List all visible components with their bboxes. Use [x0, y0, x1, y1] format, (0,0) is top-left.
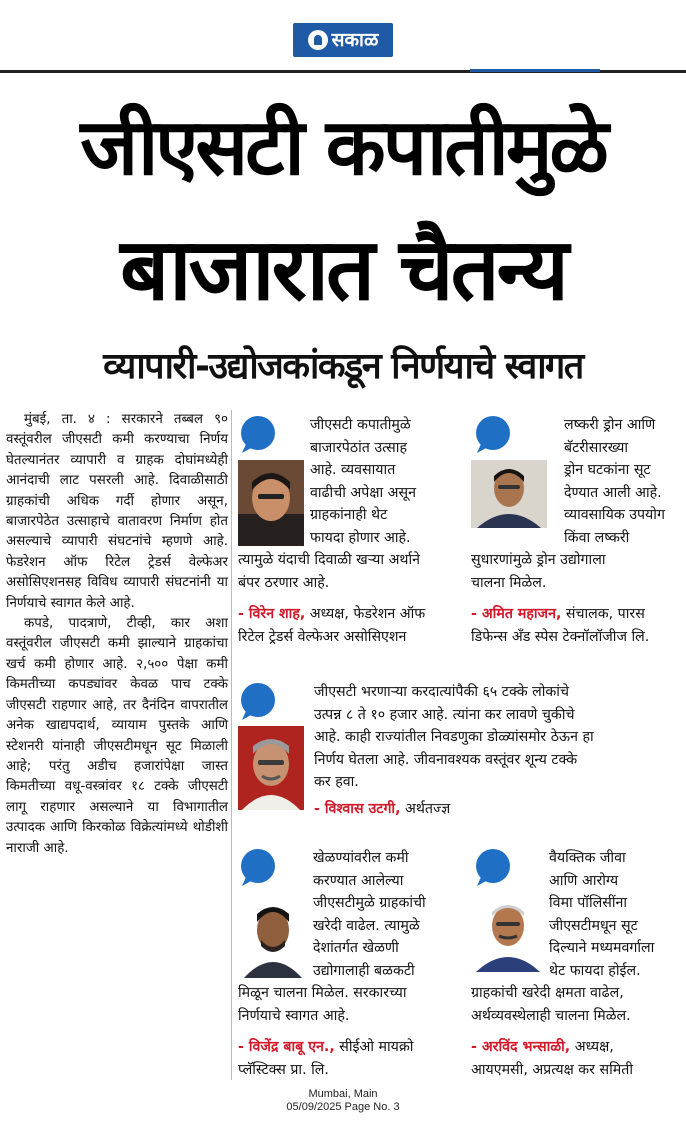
quote-attribution: - विजेंद्र बाबू एन., सीईओ मायक्रो प्लॅस्टिक्स प्रा. लि. [238, 1039, 414, 1078]
edition-name: Mumbai, Main [308, 1088, 378, 1100]
article-body [6, 410, 228, 859]
quote-attribution: - अरविंद भन्साळी, अध्यक्ष, आयएमसी, अप्रत्यक्ष कर समिती [471, 1039, 633, 1078]
speech-bubble-icon [472, 847, 512, 887]
quote-attribution: - विरेन शाह, अध्यक्ष, फेडरेशन ऑफ रिटेल ट्रेडर्स वेल्फेअर असोसिएशन [238, 606, 426, 645]
amit-mahajan-photo [471, 460, 547, 528]
quote-attribution: - अमित महाजन, संचालक, पारस डिफेन्स अँड स्पेस टेक्नॉलॉजीज लि. [471, 606, 650, 645]
quote-text: खेळण्यांवरील कमी करण्यात आलेल्या जीएसटीमुळे ग्राहकांची खरेदी वाढेल. त्यामुळे देशांतर्गत खेळणी उद्योगालाही बळकटी [313, 850, 426, 979]
speech-bubble-icon [237, 681, 277, 721]
article-paragraph: कपडे, पादत्राणे, टीव्ही, कार अशा वस्तूंवरील जीएसटी कमी झाल्याने ग्राहकांचा खर्च कमी होणार आहे. २,५०० पेक्षा कमी किमतीच्या कपड्यांवर केवळ पाच टक्के जीएसटी राहणार आहे, तर दैनंदिन वापरातील अनेक खाद्यपदार्थ, व्यायाम पुस्तके आणि स्टेशनरी यांनाही जीएसटीमधून सूट मिळाली आहे; परंतु अडीच हजारांपेक्षा जास्त किमतीच्या वधू-वस्त्रांवर १८ टक्के जीएसटी लागू राहणार असल्याने या विभागातील उत्पादक आणि किरकोळ विक्रेत्यांमध्ये थोडीशी नाराजी आहे. [6, 616, 228, 856]
article-paragraph: मुंबई, ता. ४ : सरकारने तब्बल ९० वस्तूंवरील जीएसटी कमी करण्याचा निर्णय घेतल्यानंतर व्यापारी व ग्राहक दोघांमध्येही आनंदाची लाट पसरली आहे. दिवाळीसाठी ग्राहकांची अधिक गर्दी होणार असून, बाजारपेठेत उत्साहाचे वातावरण निर्माण होत असल्याचे व्यापारी संघटनांचे म्हणणे आहे. फेडरेशन ऑफ रिटेल ट्रेडर्स वेल्फेअर असोसिएशनसह विविध व्यापारी संघटनांनी या निर्णयाचे स्वागत केले आहे. [6, 412, 228, 611]
quote-text-wide: मिळून चालना मिळेल. सरकारच्या निर्णयाचे स्वागत आहे. [238, 985, 407, 1024]
sakal-logo [293, 23, 393, 57]
arvind-bhansali-photo [472, 892, 544, 972]
viren-shah-photo [238, 460, 304, 546]
logo-text: सकाळ [331, 28, 379, 51]
quote-text: जीएसटी भरणाऱ्या करदात्यांपैकी ६५ टक्के लोकांचे उत्पन्न ८ ते १० हजार आहे. त्यांना कर लावणे चुकीचे आहे. काही राज्यांतील निवडणुका डोळ्यांसमोर ठेऊन हा निर्णय घेतला आहे. जीवनावश्यक वस्तूंवर शून्य टक्के कर हवा. [314, 684, 594, 790]
quote-text: जीएसटी कपातीमुळे बाजारपेठांत उत्साह आहे. व्यवसायात वाढीची अपेक्षा असून ग्राहकांनाही थेट फायदा होणार आहे. [310, 417, 416, 546]
date-page: 05/09/2025 Page No. 3 [286, 1101, 400, 1113]
headline-line-1: जीएसटी कपातीमुळे [80, 103, 606, 193]
column-divider [231, 410, 232, 1080]
masthead-accent-rule [470, 69, 600, 72]
speech-bubble-icon [472, 414, 512, 454]
quote-text: वैयक्तिक जीवा आणि आरोग्य विमा पॉलिसींना जीएसटीमधून सूट दिल्याने मध्यमवर्गाला थेट फायदा होईल. [549, 850, 655, 979]
speaker-name: - विरेन शाह, [238, 606, 306, 622]
quote-attribution: - विश्वास उटगी, अर्थतज्ज्ञ [314, 801, 451, 817]
subheading: व्यापारी-उद्योजकांकडून निर्णयाचे स्वागत [103, 346, 583, 387]
logo-emblem-icon [308, 30, 328, 50]
speaker-name: - विश्वास उटगी, [314, 801, 401, 817]
quote-text-wide: ग्राहकांची खरेदी क्षमता वाढेल, अर्थव्यवस्थेलाही चालना मिळेल. [471, 985, 631, 1024]
speaker-name: - अरविंद भन्साळी, [471, 1039, 571, 1055]
speaker-name: - विजेंद्र बाबू एन., [238, 1039, 335, 1055]
masthead [0, 0, 686, 75]
speech-bubble-icon [237, 847, 277, 887]
speech-bubble-icon [237, 414, 277, 454]
quote-text-wide: सुधारणांमुळे ड्रोन उद्योगाला चालना मिळेल. [471, 552, 606, 591]
quote-text: लष्करी ड्रोन आणि बॅटरीसारख्या ड्रोन घटकांना सूट देण्यात आली आहे. व्यावसायिक उपयोग किंवा लष्करी [564, 417, 665, 546]
vishwas-utagi-photo [238, 726, 304, 810]
speaker-name: - अमित महाजन, [471, 606, 562, 622]
quote-text-wide: त्यामुळे यंदाची दिवाळी खऱ्या अर्थाने बंपर ठरणार आहे. [238, 552, 421, 591]
edition-footer [0, 1088, 686, 1114]
headline-line-2: बाजारात चैतन्य [120, 220, 566, 320]
vijendra-babu-photo [242, 892, 304, 978]
